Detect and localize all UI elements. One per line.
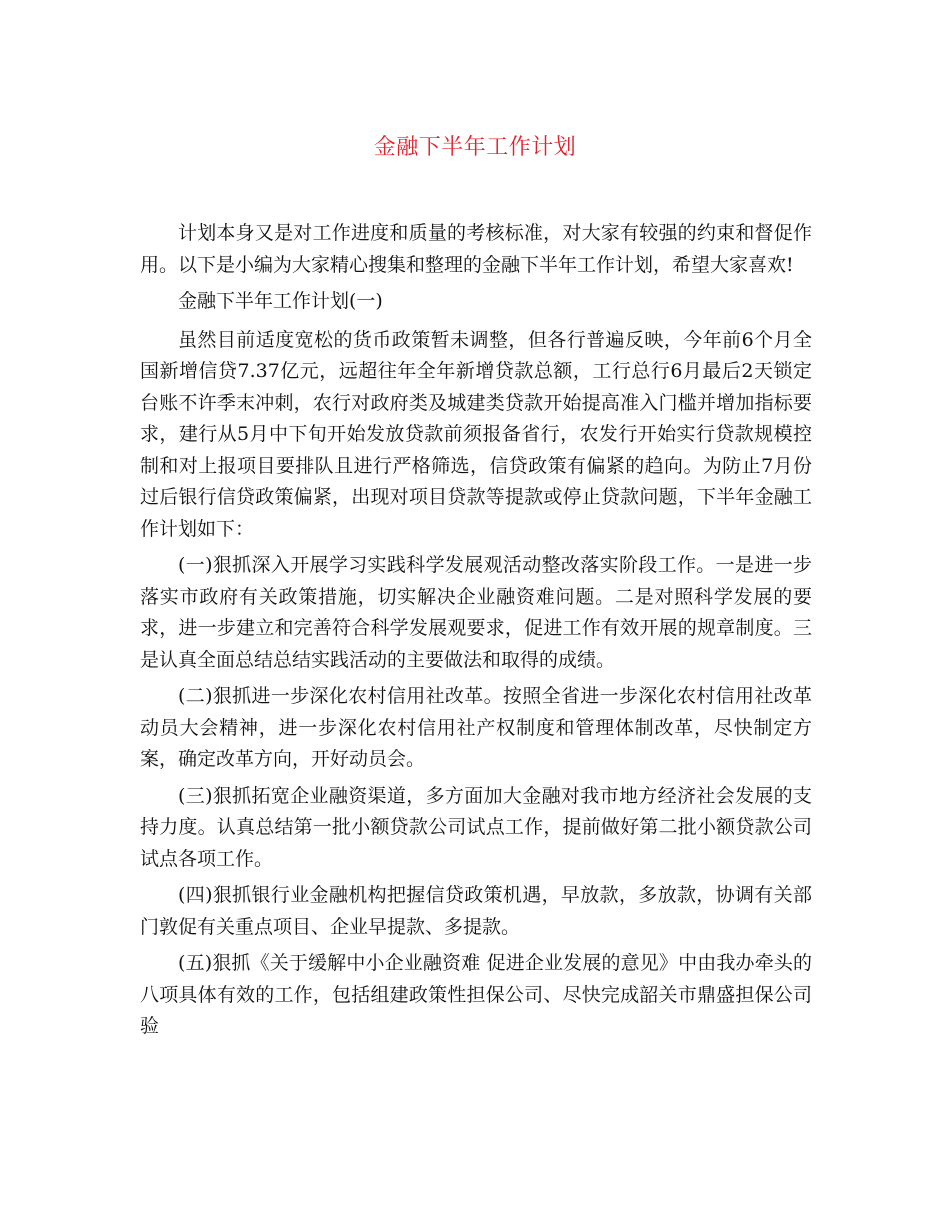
intro-paragraph: 计划本身又是对工作进度和质量的考核标准，对大家有较强的约束和督促作用。以下是小编为大家精心搜集和整理的金融下半年工作计划，希望大家喜欢! (140, 222, 812, 276)
body-paragraph: (四)狠抓银行业金融机构把握信贷政策机遇，早放款，多放款，协调有关部门敦促有关重点项目、企业早提款、多提款。 (140, 884, 812, 938)
section-heading: 金融下半年工作计划(一) (178, 290, 383, 312)
body-paragraph: 虽然目前适度宽松的货币政策暂未调整，但各行普遍反映，今年前6个月全国新增信贷7.37亿元，远超往年全年新增贷款总额，工行总行6月最后2天锁定台账不许季末冲刺，农行对政府类及城建类贷款开始提高准入门槛并增加指标要求，建行从5月中下旬开始发放贷款前须报备省行，农发行开始实行贷款规模控制和对上报项目要排队且进行严格筛选，信贷政策有偏紧的趋向。为防止7月份过后银行信贷政策偏紧，出现对项目贷款等提款或停止贷款问题，下半年金融工作计划如下： (140, 328, 812, 540)
body-paragraph: (一)狠抓深入开展学习实践科学发展观活动整改落实阶段工作。一是进一步落实市政府有关政策措施，切实解决企业融资难问题。二是对照科学发展的要求，进一步建立和完善符合科学发展观要求，促进工作有效开展的规章制度。三是认真全面总结总结实践活动的主要做法和取得的成绩。 (140, 554, 812, 671)
body-paragraph: (三)狠抓拓宽企业融资渠道，多方面加大金融对我市地方经济社会发展的支持力度。认真总结第一批小额贷款公司试点工作，提前做好第二批小额贷款公司试点各项工作。 (140, 784, 812, 870)
body-paragraph: (五)狠抓《关于缓解中小企业融资难 促进企业发展的意见》中由我办牵头的八项具体有效的工作，包括组建政策性担保公司、尽快完成韶关市鼎盛担保公司验 (140, 952, 812, 1037)
body-paragraph: (二)狠抓进一步深化农村信用社改革。按照全省进一步深化农村信用社改革动员大会精神，进一步深化农村信用社产权制度和管理体制改革，尽快制定方案，确定改革方向，开好动员会。 (140, 685, 812, 770)
document-title: 金融下半年工作计划 (373, 135, 577, 160)
document-body (140, 218, 812, 1048)
